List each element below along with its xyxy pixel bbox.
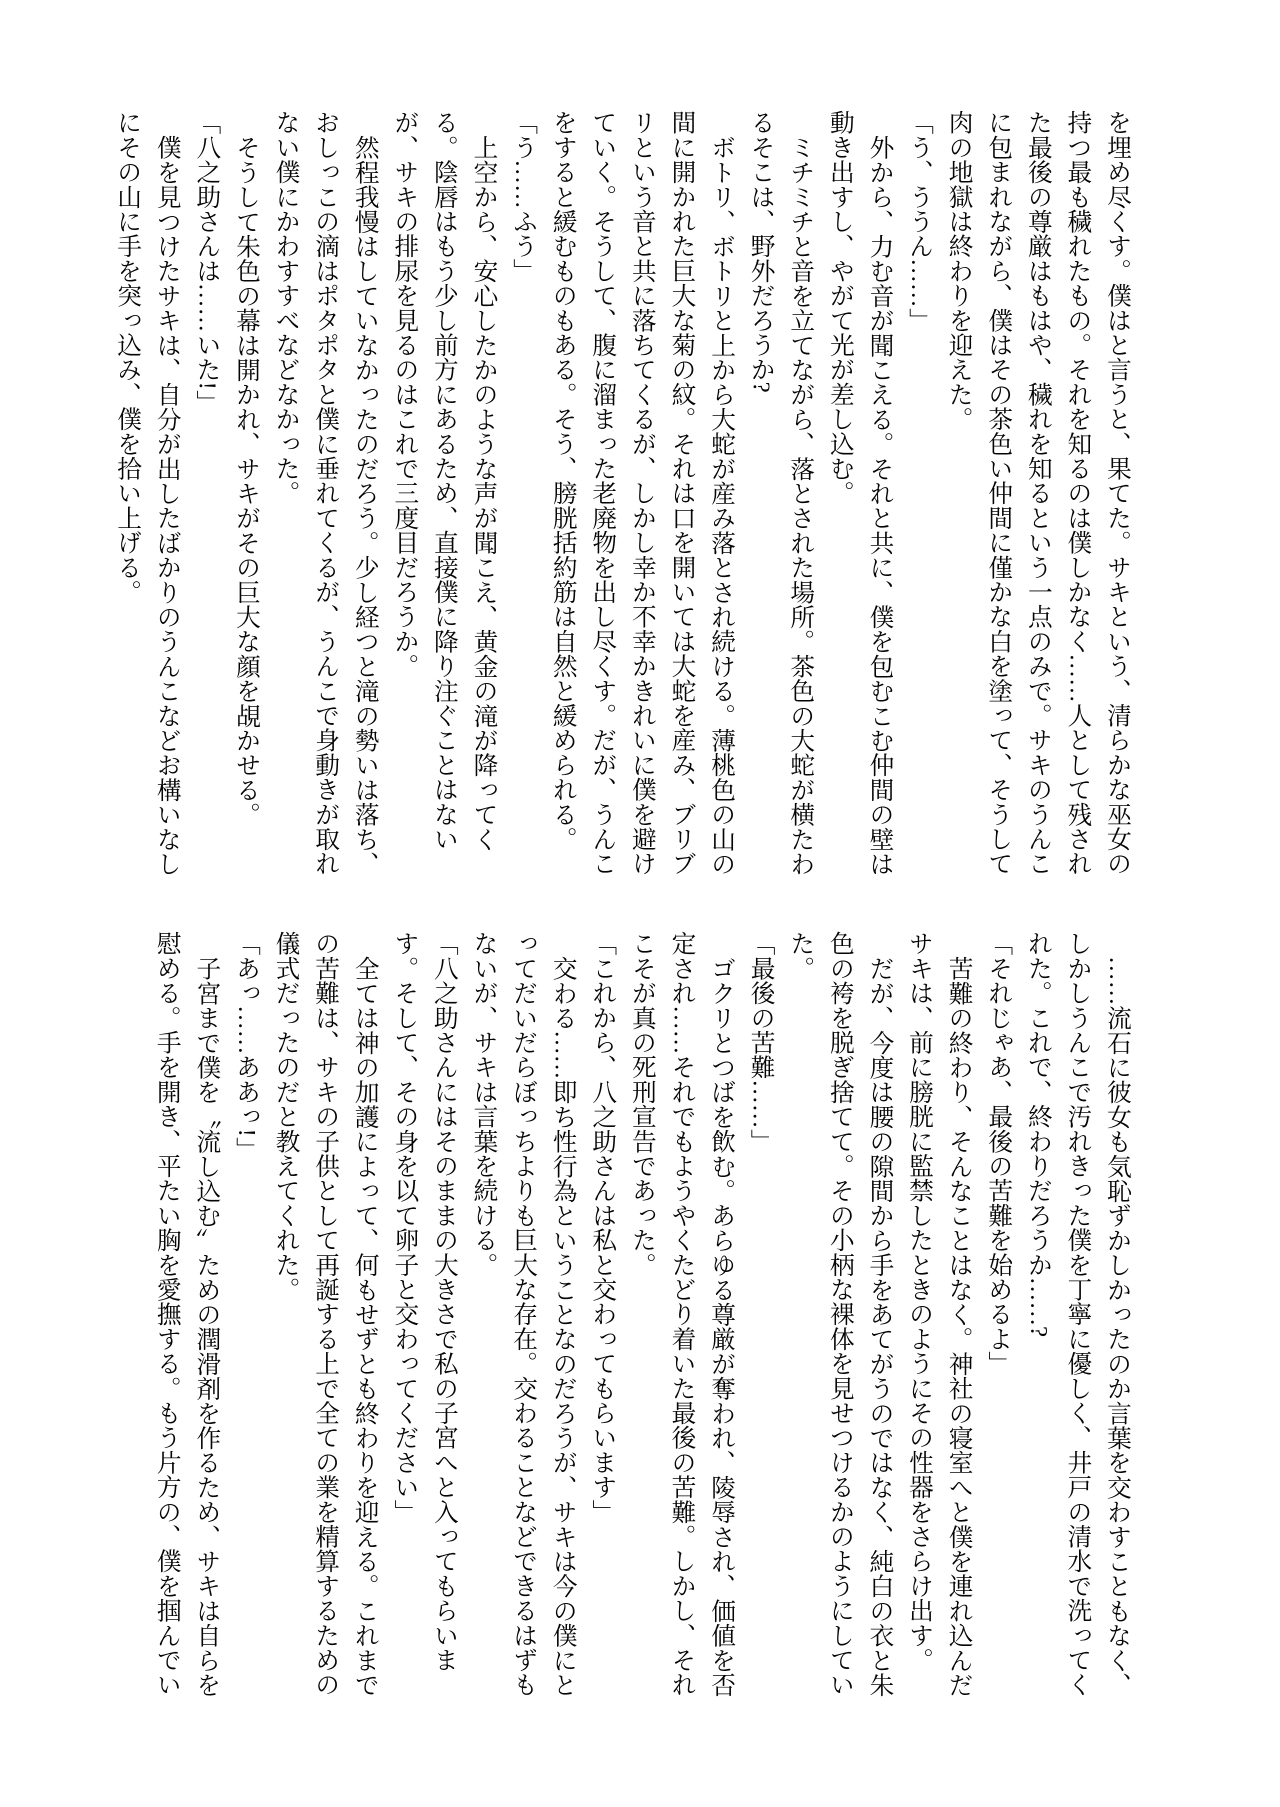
bottom-text-block-paragraph-9: 「八之助さんにはそのままの大きさで私の子宮へと入ってもらいます。そして、その身を以て卵子と交わってください」 [391,931,458,1672]
top-text-block-paragraph-11: 僕を見つけたサキは、自分が出したばかりのうんこなどお構いなしにその山に手を突っ込み、僕を拾い上げる。 [114,110,181,876]
top-text-block-paragraph-1: を埋め尽くす。僕はと言うと、果てた。サキという、清らかな巫女の持つ最も穢れたもの。それを知るのは僕しかなく……人として残された最後の尊厳はもはや、穢れを知るという一点のみで。サキのうんこに包まれながら、僕はその茶色い仲間に僅かな白を塗って、そうして肉の地獄は終わりを迎えた。 [945,110,1131,876]
top-text-block-paragraph-5: ボトリ、ボトリと上から大蛇が産み落とされ続ける。薄桃色の山の間に開かれた巨大な菊の紋。それは口を開いては大蛇を産み、ブリブリという音と共に落ちてくるが、しかし幸か不幸かきれいに僕を避けていく。そうして、腹に溜まった老廃物を出し尽くす。だが、うんこをすると緩むものもある。そう、膀胱括約筋は自然と緩められる。 [549,110,736,876]
top-text-block-paragraph-9: そうして朱色の幕は開かれ、サキがその巨大な顔を覘かせる。 [232,134,260,827]
top-text-block-paragraph-2: 「う、ううん……」 [906,110,934,333]
bottom-text-block-paragraph-11: 「あっ……ああっ!」 [232,931,260,1162]
bottom-text-block [147,931,1137,1703]
bottom-text-block-paragraph-7: 「これから、八之助さんは私と交わってもらいます」 [589,931,617,1524]
top-text-block-paragraph-8: 然程我慢はしていなかったのだろう。少し経つと滝の勢いは落ち、おしっこの滴はポタポタと僕に垂れてくるが、うんこで身動きが取れない僕にかわすすべなどなかった。 [272,110,379,876]
bottom-text-block-paragraph-10: 全ては神の加護によって、何もせずとも終わりを迎える。これまでの苦難は、サキの子供として再誕する上で全ての業を精算するための儀式だったのだと教えてくれた。 [272,931,379,1697]
top-text-block-paragraph-4: ミチミチと音を立てながら、落とされた場所。茶色の大蛇が横たわるそこは、野外だろうか? [747,110,815,876]
top-text-block-paragraph-7: 上空から、安心したかのような声が聞こえ、黄金の滝が降ってくる。陰唇はもう少し前方にあるため、直接僕に降り注ぐことはないが、サキの排尿を見るのはこれで三度目だろうか。 [391,110,498,851]
bottom-text-block-paragraph-1: ……流石に彼女も気恥ずかしかったのか言葉を交わすこともなく、しかしうんこで汚れきった僕を丁寧に優しく、井戸の清水で洗ってくれた。これで、終わりだろうか……? [1024,931,1131,1697]
top-text-block-paragraph-3: 外から、力む音が聞こえる。それと共に、僕を包むこむ仲間の壁は動き出すし、やがて光が差し込む。 [826,110,894,876]
bottom-text-block-paragraph-4: だが、今度は腰の隙間から手をあてがうのではなく、純白の衣と朱色の袴を脱ぎ捨てて。その小柄な裸体を見せつけるかのようにしていた。 [787,931,894,1697]
bottom-text-block-paragraph-2: 「それじゃあ、最後の苦難を始めるよ」 [985,931,1013,1376]
bottom-text-block-paragraph-6: ゴクリとつばを飲む。あらゆる尊厳が奪われ、陵辱され、価値を否定され……それでもようやくたどり着いた最後の苦難。しかし、それこそが真の死刑宣告であった。 [628,931,736,1697]
bottom-text-block-paragraph-5: 「最後の苦難……」 [747,931,775,1154]
top-text-block [108,110,1137,882]
bottom-text-block-paragraph-3: 苦難の終わり、そんなことはなく。神社の寝室へと僕を連れ込んだサキは、前に膀胱に監禁したときのようにその性器をさらけ出す。 [906,931,973,1697]
bottom-text-block-paragraph-8: 交わる……即ち性行為ということなのだろうが、サキは今の僕にとってだいだらぼっちよりも巨大な存在。交わることなどできるはずもないが、サキは言葉を続ける。 [470,931,577,1697]
top-text-block-paragraph-10: 「八之助さんは……いた!」 [193,110,221,415]
bottom-text-block-paragraph-12: 子宮まで僕を〝流し込む〟ための潤滑剤を作るため、サキは自らを慰める。手を開き、平たい胸を愛撫する。もう片方の、僕を掴んでい [153,931,221,1697]
top-text-block-paragraph-6: 「う……ふう」 [510,110,538,283]
